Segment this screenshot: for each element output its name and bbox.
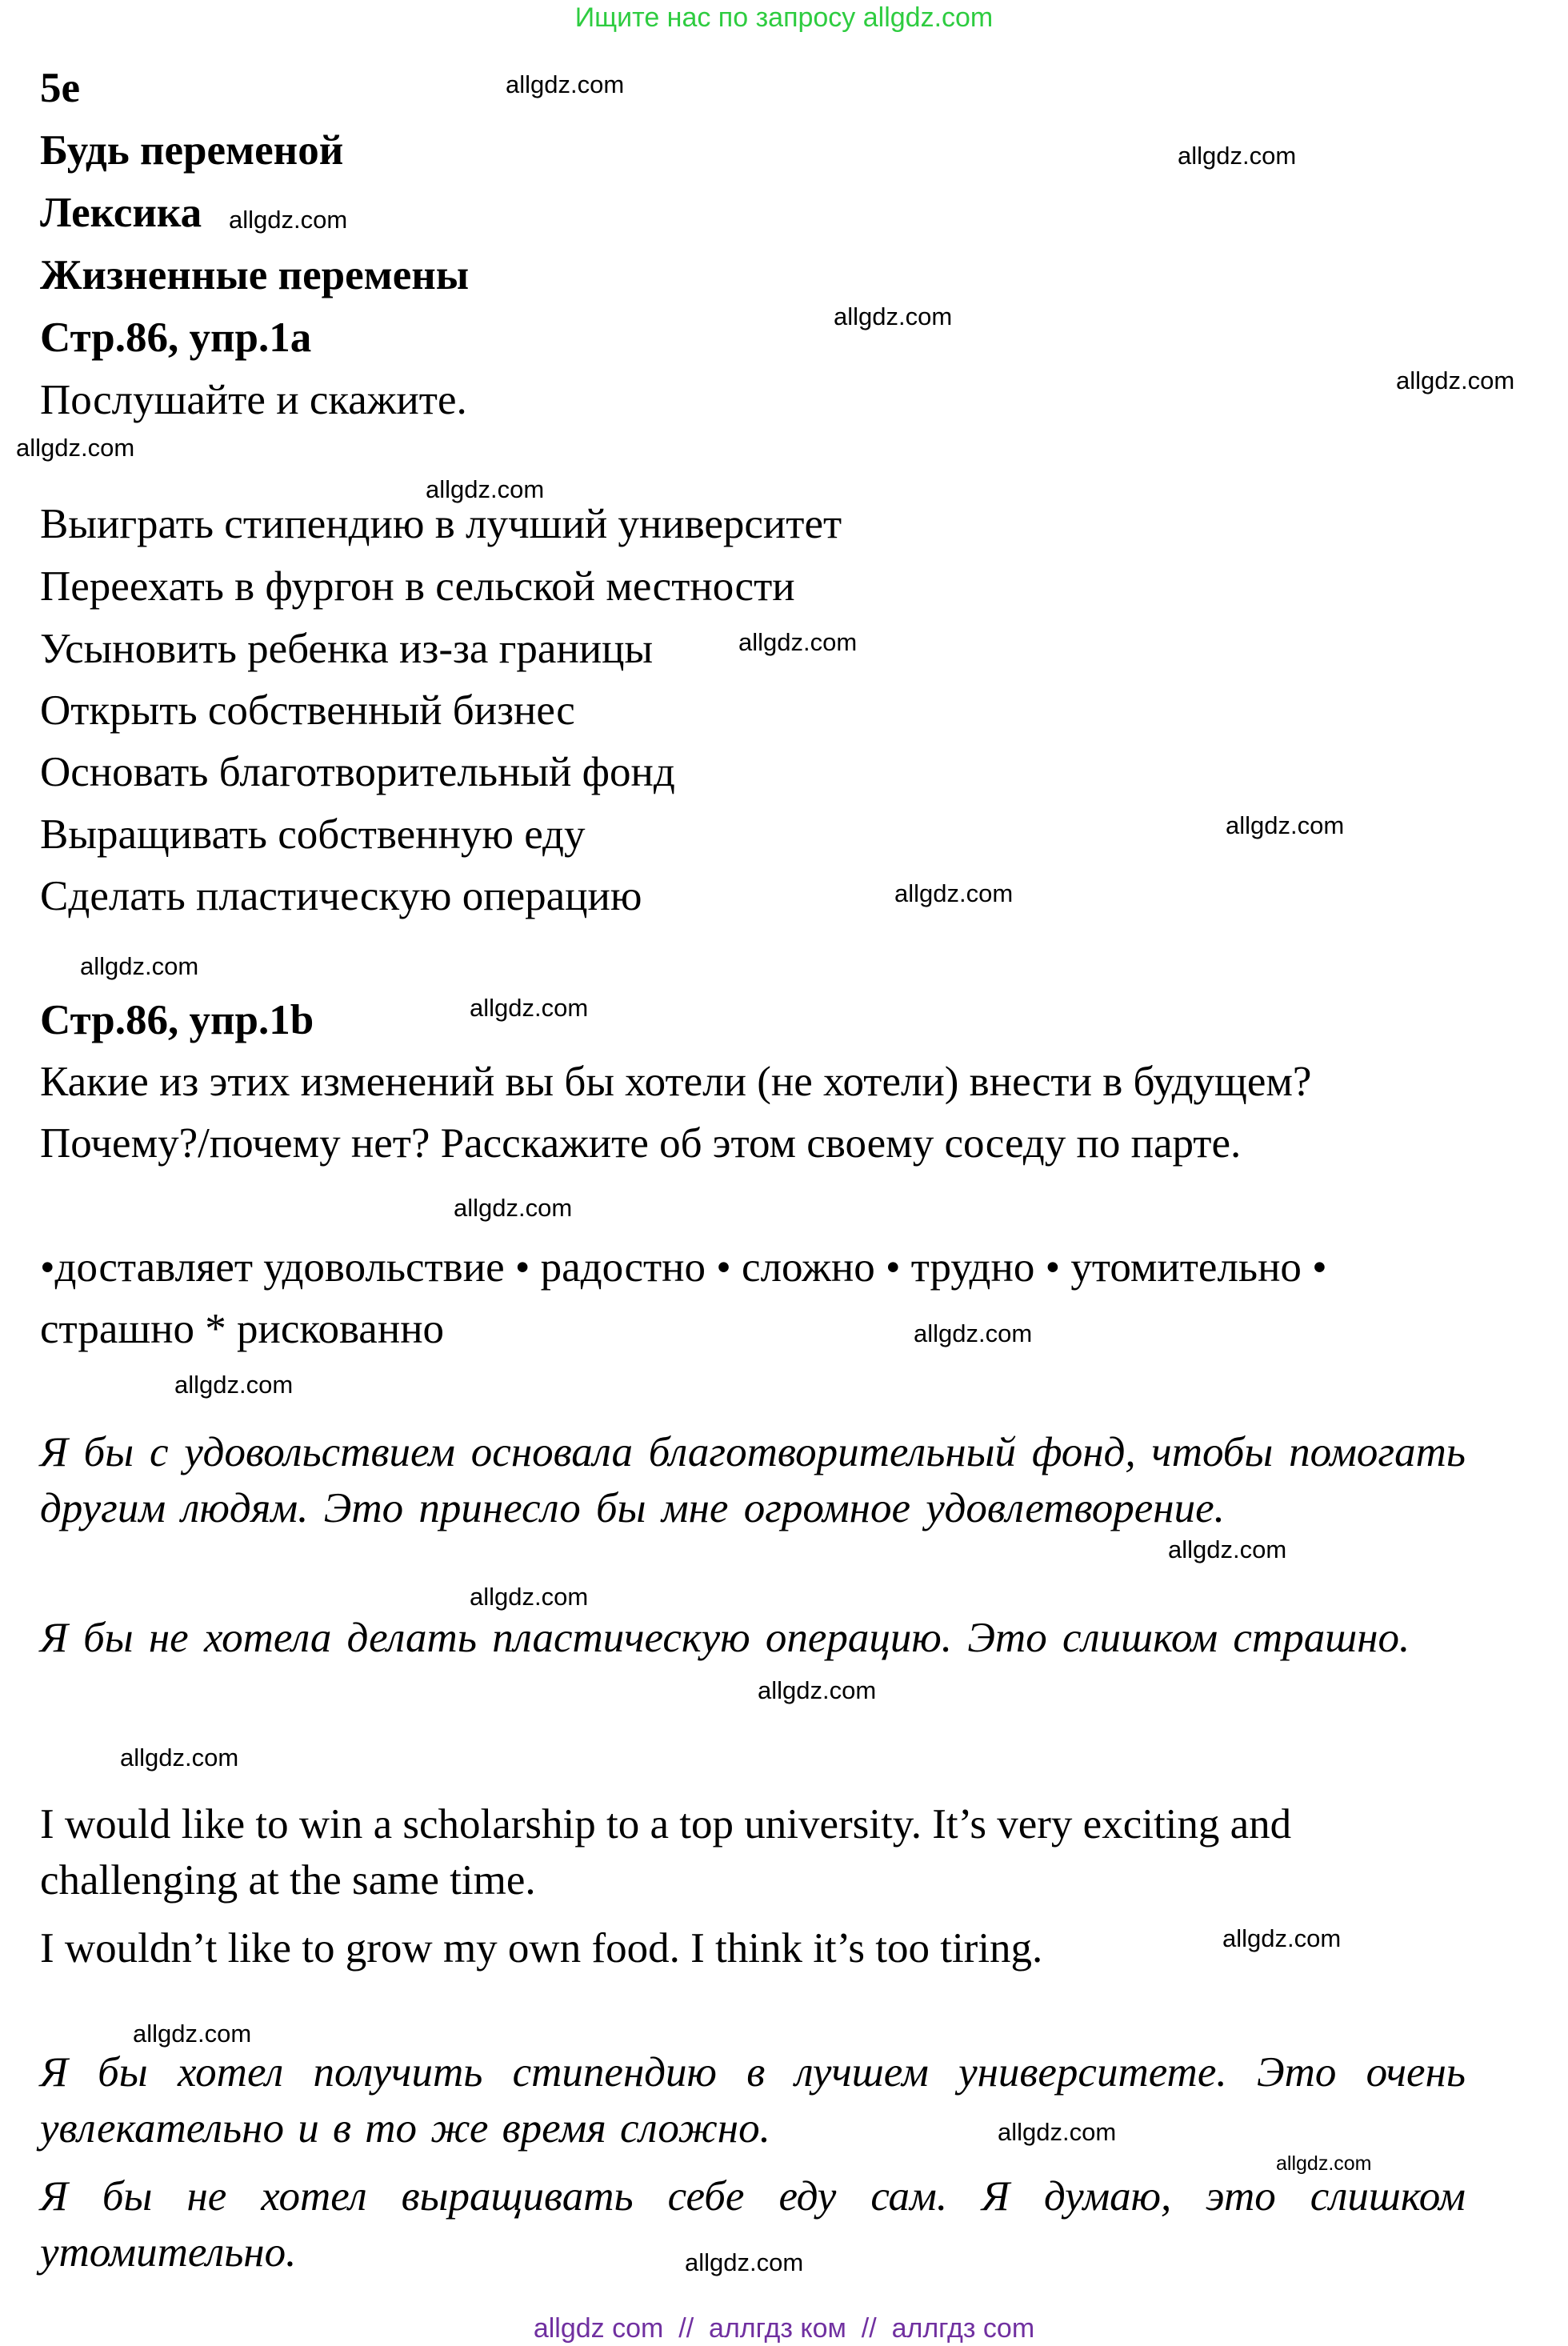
watermark: allgdz.com [1178,142,1297,170]
watermark: allgdz.com [738,628,858,656]
watermark: allgdz.com [470,994,589,1022]
unit-title: Будь переменой [40,127,344,174]
exercise-1b-question-line-2: Почему?/почему нет? Расскажите об этом своему соседу по парте. [40,1120,1242,1167]
list-item: Усыновить ребенка из-за границы [40,626,654,672]
unit-number: 5e [40,65,81,111]
answer-en-2: I wouldn’t like to grow my own food. I think it’s too tiring. [40,1925,1043,1972]
watermark: allgdz.com [470,1583,589,1611]
exercise-1b-ref: Стр.86, упр.1b [40,997,314,1043]
watermark: allgdz.com [229,206,348,234]
bottom-banner-link[interactable]: allgdz com // аллгдз ком // аллгдз com [533,2313,1035,2344]
section-title: Лексика [40,190,202,236]
list-item: Выращивать собственную еду [40,811,586,858]
list-item: Сделать пластическую операцию [40,873,642,919]
list-item: Переехать в фургон в сельской местности [40,563,795,610]
watermark: allgdz.com [758,1676,877,1704]
watermark: allgdz.com [174,1371,294,1399]
word-list-line-1: •доставляет удовольствие • радостно • сложно • трудно • утомительно • [40,1244,1327,1291]
answer-ru-2: Я бы не хотела делать пластическую операцию. Это слишком страшно. [40,1615,1410,1661]
watermark: allgdz.com [426,475,545,503]
answer-en-1: I would like to win a scholarship to a top university. It’s very exciting and challenging at the same time. [40,1801,1292,1904]
watermark: allgdz.com [914,1319,1033,1347]
watermark: allgdz.com [133,2020,252,2048]
answer-ru-3: Я бы хотел получить стипендию в лучшем университете. Это очень увлекательно и в то же время сложно. [40,2049,1466,2152]
watermark: allgdz.com [1222,1924,1342,1952]
word-list-line-2: страшно * рискованно [40,1306,445,1352]
top-banner-link[interactable]: Ищите нас по запросу allgdz.com [574,2,994,33]
watermark: allgdz.com [80,952,199,980]
answer-ru-4: Я бы не хотел выращивать себе еду сам. Я думаю, это слишком утомительно. [40,2173,1466,2276]
watermark: allgdz.com [16,434,135,462]
watermark: allgdz.com [1396,366,1515,394]
list-item: Открыть собственный бизнес [40,687,575,734]
exercise-1a-ref: Стр.86, упр.1a [40,314,312,361]
exercise-1a-instruction: Послушайте и скажите. [40,377,467,423]
watermark: allgdz.com [454,1194,573,1222]
watermark: allgdz.com [1168,1535,1287,1563]
watermark: allgdz.com [120,1743,239,1772]
watermark: allgdz.com [1226,811,1345,839]
watermark: allgdz.com [685,2248,804,2276]
topic-title: Жизненные перемены [40,252,470,298]
watermark: allgdz.com [834,302,953,330]
list-item: Выиграть стипендию в лучший университет [40,501,842,547]
watermark: allgdz.com [894,879,1014,907]
list-item: Основать благотворительный фонд [40,749,675,795]
watermark: allgdz.com [998,2118,1117,2146]
watermark: allgdz.com [1276,2152,1372,2175]
exercise-1b-question-line-1: Какие из этих изменений вы бы хотели (не хотели) внести в будущем? [40,1059,1312,1105]
answer-ru-1: Я бы с удовольствием основала благотворительный фонд, чтобы помогать другим людям. Это принесло бы мне огромное удовлетворение. [40,1429,1466,1531]
watermark: allgdz.com [506,70,625,98]
